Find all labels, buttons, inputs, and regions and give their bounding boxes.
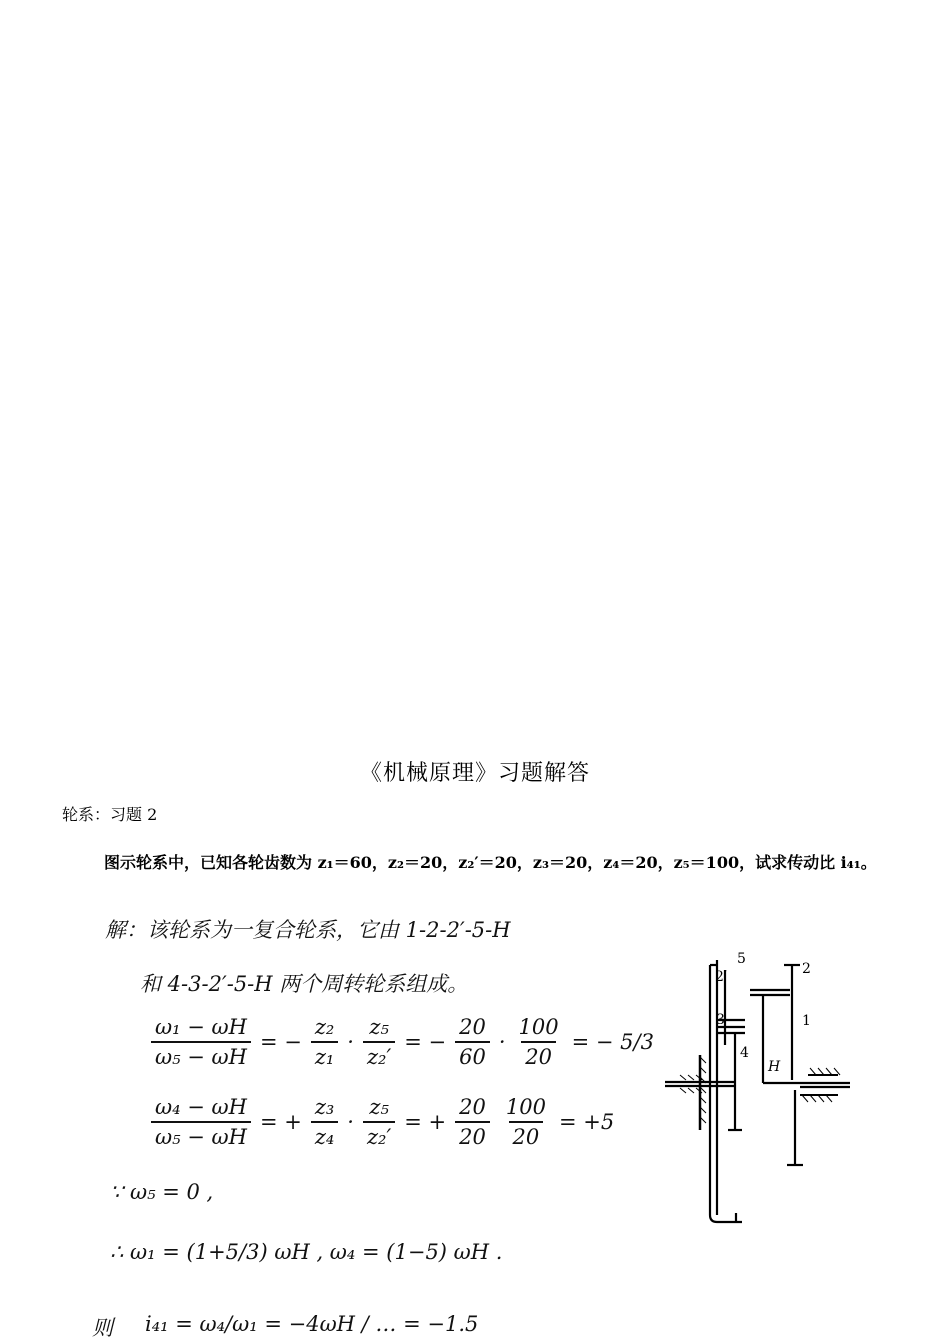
bearing-left-hatch <box>680 1075 702 1093</box>
eq2-ratio-1: $\frac{\text{z₃}}{\text{z₄}}$ <box>311 1095 338 1149</box>
label-H: H <box>768 1059 781 1075</box>
eq1-result: = − 5/3 <box>571 1030 654 1054</box>
label-2: 2 <box>802 961 811 977</box>
eq1-lhs: $\frac{\text{ω₁ − ωH}}{\text{ω₅ − ωH}}$ <box>151 1015 251 1069</box>
section-label: 轮系：习题 2 <box>62 805 158 824</box>
label-4: 4 <box>740 1045 749 1061</box>
solution-then: i₄₁ = ω₄/ω₁ = −4ωH / … = −1.5 <box>145 1312 479 1336</box>
solution-then-prefix: 则 <box>92 1316 113 1340</box>
solution-line-2: 和 4-3-2′-5-H 两个周转轮系组成。 <box>140 972 469 996</box>
equation-2: $\frac{\text{ω₄ − ωH}}{\text{ω₅ − ωH}}$ = + $\frac{\text{z₃}}{\text{z₄}}$ · $\frac{\text{z₅}}{\text{z₂′}}$ = + $\frac{20}{20}$ $\frac{100}{20}$ = +5 <box>148 1095 614 1149</box>
label-5: 5 <box>737 951 746 967</box>
eq2-sign: = + <box>259 1110 302 1134</box>
eq1-sign: = − <box>259 1030 302 1054</box>
eq1-value-1: $\frac{20}{60}$ <box>455 1015 490 1069</box>
eq2-result: = +5 <box>558 1110 615 1134</box>
ground-right-hatch <box>800 1068 840 1102</box>
problem-statement: 图示轮系中，已知各轮齿数为 z₁＝60，z₂＝20，z₂′＝20，z₃＝20，z₄＝20，z₅＝100，试求传动比 i₄₁。 <box>104 853 877 872</box>
solution-line-1: 解：该轮系为一复合轮系，它由 1-2-2′-5-H <box>105 918 511 942</box>
label-2prime: 2′ <box>715 969 728 985</box>
eq1-ratio-1: $\frac{\text{z₂}}{\text{z₁}}$ <box>311 1015 338 1069</box>
eq2-lhs: $\frac{\text{ω₄ − ωH}}{\text{ω₅ − ωH}}$ <box>151 1095 251 1149</box>
eq2-value-1: $\frac{20}{20}$ <box>455 1095 490 1149</box>
eq1-ratio-2: $\frac{\text{z₅}}{\text{z₂′}}$ <box>363 1015 395 1069</box>
eq2-value-2: $\frac{100}{20}$ <box>505 1095 546 1149</box>
solution-therefore: ∴ ω₁ = (1+5/3) ωH , ω₄ = (1−5) ωH . <box>110 1240 503 1264</box>
eq1-value-2: $\frac{100}{20}$ <box>518 1015 559 1069</box>
label-1: 1 <box>802 1013 811 1029</box>
solution-because: ∵ ω₅ = 0 , <box>110 1180 214 1204</box>
document-title: 《机械原理》习题解答 <box>359 761 590 786</box>
equation-1: $\frac{\text{ω₁ − ωH}}{\text{ω₅ − ωH}}$ = − $\frac{\text{z₂}}{\text{z₁}}$ · $\frac{\text{z₅}}{\text{z₂′}}$ = − $\frac{20}{60}$ · $\frac{100}{20}$ = − 5/3 <box>148 1015 654 1069</box>
gear-train-diagram <box>660 945 860 1230</box>
label-3: 3 <box>716 1012 725 1028</box>
eq2-ratio-2: $\frac{\text{z₅}}{\text{z₂′}}$ <box>363 1095 395 1149</box>
